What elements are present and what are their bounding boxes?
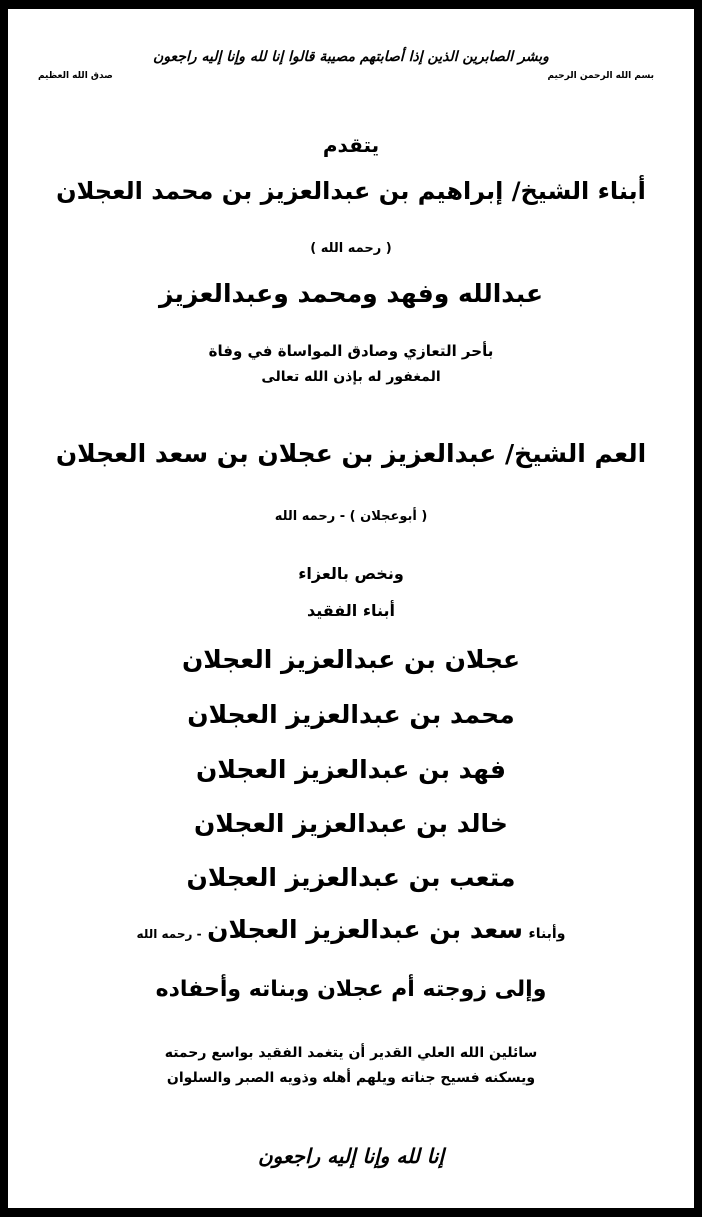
prayer-line-1: سائلين الله العلي القدير أن يتغمد الفقيد بواسع رحمته <box>164 1045 538 1061</box>
deceased-name: العم الشيخ/ عبدالعزيز بن عجلان بن سعد العجلان <box>55 439 647 468</box>
sons-heading: أبناء الفقيد <box>306 601 396 620</box>
maghfur-text: المغفور له بإذن الله تعالى <box>261 369 441 385</box>
son-name: متعب بن عبدالعزيز العجلان <box>186 863 516 892</box>
presenters-note: ( رحمه الله ) <box>310 241 392 256</box>
kunya: ( أبوعجلان ) - رحمه الله <box>274 509 428 524</box>
special-condolence: ونخص بالعزاء <box>298 564 404 583</box>
prayer-line-2: ويسكنه فسيح جناته ويلهم أهله وذويه الصبر والسلوان <box>166 1070 536 1086</box>
presenters: أبناء الشيخ/ إبراهيم بن عبدالعزيز بن محمد العجلان <box>56 177 646 205</box>
saad-prefix: وأبناء <box>528 926 566 942</box>
saad-name: سعد بن عبدالعزيز العجلان <box>207 915 523 944</box>
saad-line <box>28 915 674 944</box>
condolence-text: بأحر التعازي وصادق المواساة في وفاة <box>208 342 494 360</box>
son-name: عجلان بن عبدالعزيز العجلان <box>181 645 521 674</box>
header-verse-calligraphy: وبشر الصابرين الذين إذا أصابتهم مصيبة قالوا إنا لله وإنا إليه راجعون <box>153 49 549 65</box>
wife-line: وإلى زوجته أم عجلان وبناته وأحفاده <box>155 977 547 1002</box>
basmala: بسم الله الرحمن الرحيم <box>547 71 654 81</box>
condolence-notice <box>8 9 694 1208</box>
son-name: محمد بن عبدالعزيز العجلان <box>187 700 515 729</box>
saad-suffix: - رحمه الله <box>136 927 202 941</box>
sadaq-text: صدق الله العظيم <box>38 71 113 81</box>
intro: يتقدم <box>322 133 380 157</box>
presenter-names: عبدالله وفهد ومحمد وعبدالعزيز <box>158 279 544 308</box>
footer-verse-calligraphy: إنا لله وإنا إليه راجعون <box>257 1144 445 1168</box>
son-name: فهد بن عبدالعزيز العجلان <box>196 755 506 784</box>
son-name: خالد بن عبدالعزيز العجلان <box>194 809 508 838</box>
